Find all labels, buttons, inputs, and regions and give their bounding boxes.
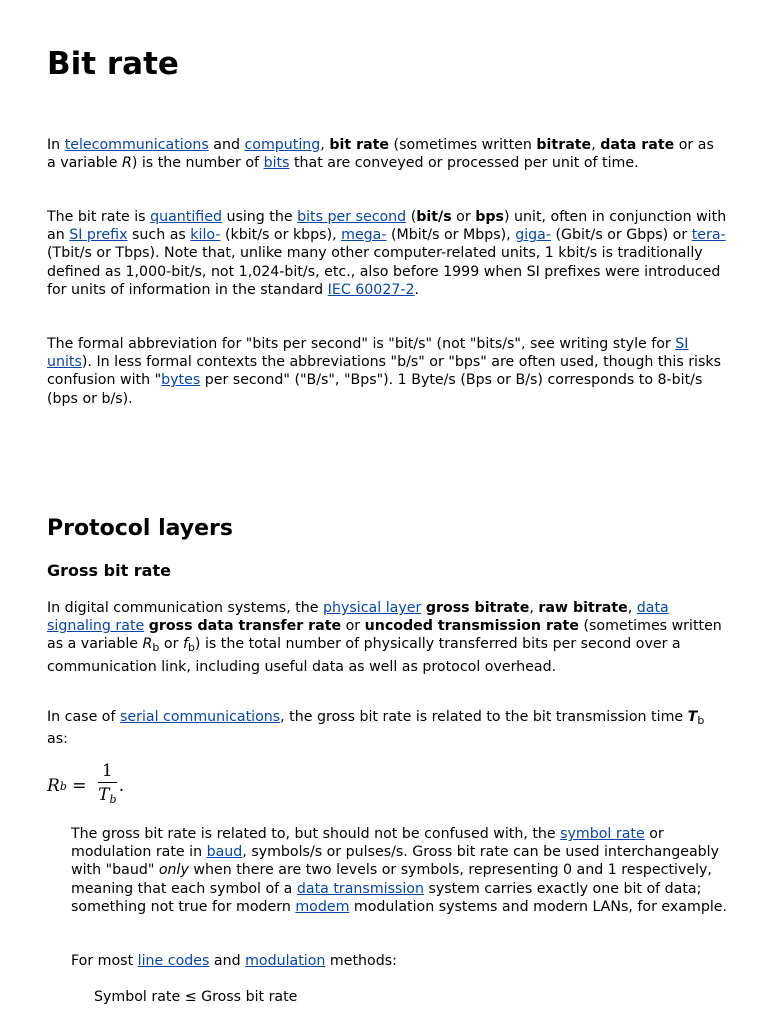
text: (sometimes written: [389, 137, 537, 153]
formula-lhs-subscript: b: [59, 779, 67, 793]
text: using the: [221, 209, 298, 225]
text: ,: [591, 137, 601, 153]
text: (sometimes written as a variable: [47, 618, 722, 653]
text: (: [406, 209, 417, 225]
link-quantified[interactable]: quantified: [150, 209, 222, 225]
symbol-rate-inequality: Symbol rate ≤ Gross bit rate: [94, 989, 298, 1005]
text: or modulation rate in: [71, 826, 664, 861]
bold-term: uncoded transmission rate: [364, 618, 579, 635]
text: or: [451, 209, 476, 225]
bold-term: data rate: [600, 137, 675, 153]
subscript: b: [187, 641, 195, 655]
link-kilo[interactable]: kilo-: [190, 227, 221, 244]
symbol-rate-paragraph: [71, 825, 727, 916]
link-si-prefix[interactable]: SI prefix: [69, 227, 128, 244]
page-title: Bit rate: [47, 46, 179, 82]
bit-rate-formula: [47, 760, 124, 812]
link-bits[interactable]: bits: [263, 155, 290, 172]
formula-equals: =: [66, 776, 92, 796]
formula-den-subscript: b: [109, 793, 117, 806]
link-physical-layer[interactable]: physical layer: [323, 600, 422, 616]
link-serial-communications[interactable]: serial communications: [120, 709, 281, 725]
formula-den-var: T: [98, 785, 110, 805]
text: such as: [127, 227, 191, 244]
text: For most: [71, 953, 138, 969]
text: and: [208, 137, 245, 153]
subscript: b: [697, 714, 705, 727]
text: methods:: [325, 953, 397, 969]
text: ). In less formal contexts the abbreviations "b/s" or "bps" are often used, though this risks confusion with ": [47, 354, 721, 389]
link-line-codes[interactable]: line codes: [137, 953, 210, 969]
text: In case of: [47, 709, 120, 725]
link-data-signaling-rate[interactable]: data signaling rate: [47, 600, 669, 635]
emphasis: only: [158, 862, 189, 879]
units-paragraph: [47, 208, 727, 299]
text: system carries exactly one bit of data; something not true for modern: [71, 880, 702, 915]
section-heading-protocol-layers: Protocol layers: [47, 516, 233, 541]
text: modulation systems and modern LANs, for example.: [349, 898, 728, 915]
text: ) unit, often in conjunction with an: [47, 209, 727, 244]
formula-numerator: 1: [98, 760, 117, 783]
text: that are conveyed or processed per unit of time.: [289, 155, 639, 172]
link-computing[interactable]: computing: [244, 137, 321, 153]
text: The bit rate is: [47, 209, 151, 225]
bold-term: raw bitrate: [538, 600, 628, 616]
text: In: [47, 137, 65, 153]
text: .: [414, 281, 420, 298]
link-baud[interactable]: baud: [206, 844, 243, 861]
link-bytes[interactable]: bytes: [161, 372, 201, 389]
variable: T: [687, 709, 698, 725]
bold-term: bit/s: [416, 209, 452, 225]
serial-paragraph: [47, 708, 727, 748]
text: The gross bit rate is related to, but should not be confused with, the: [71, 826, 561, 842]
text: or: [341, 618, 365, 635]
formula-period: .: [118, 776, 125, 796]
link-iec-60027-2[interactable]: IEC 60027-2: [327, 281, 415, 298]
formula-denominator: [98, 783, 116, 812]
link-symbol-rate[interactable]: symbol rate: [560, 826, 645, 842]
link-mega[interactable]: mega-: [341, 227, 387, 244]
link-si-units[interactable]: SI units: [47, 336, 689, 371]
text: ,: [320, 137, 330, 153]
text: , the gross bit rate is related to the bit transmission time: [280, 709, 688, 725]
formula-lhs: R: [47, 776, 60, 796]
bold-term: bit rate: [329, 137, 390, 153]
link-bits-per-second[interactable]: bits per second: [297, 209, 407, 225]
link-giga[interactable]: giga-: [515, 227, 551, 244]
text: or: [159, 636, 183, 653]
link-tera[interactable]: tera-: [691, 227, 726, 244]
link-modem[interactable]: modem: [295, 898, 350, 915]
subscript: b: [152, 641, 160, 655]
link-telecommunications[interactable]: telecommunications: [64, 137, 209, 153]
text: In digital communication systems, the: [47, 600, 324, 616]
text: ,: [627, 600, 637, 616]
line-codes-paragraph: [71, 952, 727, 970]
text: (Mbit/s or Mbps),: [386, 227, 516, 244]
link-data-transmission[interactable]: data transmission: [296, 880, 424, 897]
text: (kbit/s or kbps),: [220, 227, 342, 244]
gross-bitrate-paragraph: [47, 599, 727, 676]
text: , symbols/s or pulses/s. Gross bit rate can be used interchangeably with "baud": [71, 844, 719, 879]
link-modulation[interactable]: modulation: [245, 953, 326, 969]
text: ) is the total number of physically transferred bits per second over a communication link, including useful data as well as protocol overhead.: [47, 636, 681, 675]
bold-term: gross data transfer rate: [148, 618, 342, 635]
text: (Gbit/s or Gbps) or: [550, 227, 692, 244]
abbreviation-paragraph: [47, 335, 727, 408]
text: or as a variable: [47, 137, 714, 172]
variable: R: [121, 155, 132, 172]
subsection-heading-gross-bit-rate: Gross bit rate: [47, 561, 171, 580]
bold-term: bps: [475, 209, 504, 225]
variable: R: [142, 636, 153, 653]
bold-term: bitrate: [536, 137, 592, 153]
text: (Tbit/s or Tbps). Note that, unlike many other computer-related units, 1 kbit/s is traditionally defined as 1,000-bit/s, not 1,024-bit/s, etc., also before 1999 when SI prefixes were introduced for units of information in the standard: [47, 245, 721, 298]
intro-paragraph: [47, 136, 727, 172]
text: as:: [47, 731, 68, 748]
text: when there are two levels or symbols, representing 0 and 1 respectively, meaning that each symbol of a: [71, 862, 712, 897]
bold-term: gross bitrate: [425, 600, 530, 616]
text: ,: [529, 600, 539, 616]
formula-fraction: [98, 760, 117, 812]
text: The formal abbreviation for "bits per second" is "bit/s" (not "bits/s", see writing style for: [47, 336, 676, 352]
text: per second" ("B/s", "Bps"). 1 Byte/s (Bps or B/s) corresponds to 8-bit/s (bps or b/s).: [47, 372, 703, 407]
variable: f: [182, 636, 188, 653]
text: ) is the number of: [131, 155, 264, 172]
text: and: [209, 953, 246, 969]
